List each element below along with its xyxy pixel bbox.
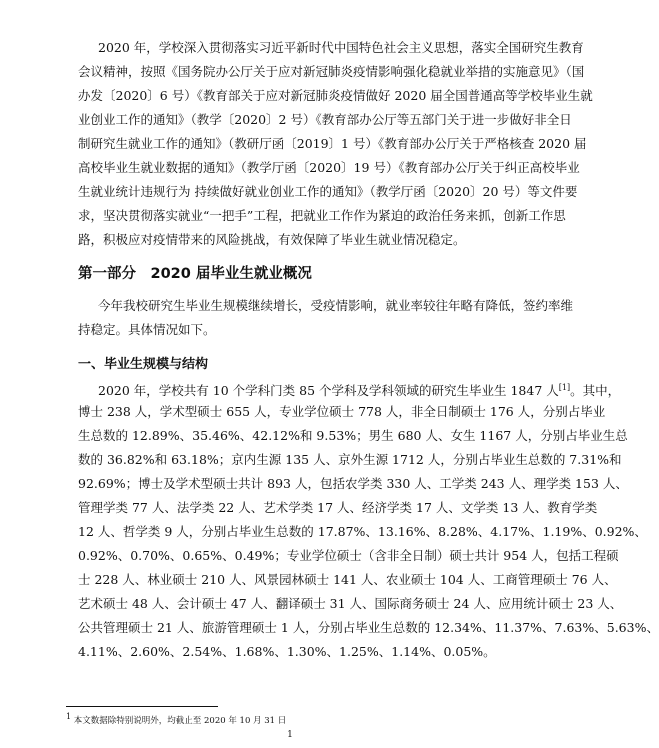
text-line: 0.92%、0.70%、0.65%、0.49%；专业学位硕士（含非全日制）硕士共计 954 人，包括工程硕 bbox=[78, 548, 619, 563]
text-line: 生总数的 12.89%、35.46%、42.12%和 9.53%；男生 680 人、女生 1167 人，分别占毕业生总 bbox=[78, 428, 628, 443]
text-line: 生就业统计违规行为 持续做好就业创业工作的通知》（教学厅函〔2020〕20 号）等文件要 bbox=[78, 184, 578, 199]
text-line: 92.69%；博士及学术型硕士共计 893 人，包括农学类 330 人、工学类 243 人、理学类 153 人、 bbox=[78, 476, 628, 491]
text-line: 2020 年，学校深入贯彻落实习近平新时代中国特色社会主义思想，落实全国研究生教育 bbox=[98, 40, 584, 55]
section-heading: 第一部分 2020 届毕业生就业概况 bbox=[78, 266, 312, 282]
footnote bbox=[66, 712, 286, 726]
text-line: 会议精神，按照《国务院办公厅关于应对新冠肺炎疫情影响强化稳就业举措的实施意见》（国 bbox=[78, 64, 585, 79]
text-line: 制研究生就业工作的通知》（教研厅函〔2019〕1 号）《教育部办公厅关于严格核查 2020 届 bbox=[78, 136, 587, 151]
text-line: 今年我校研究生毕业生规模继续增长，受疫情影响，就业率较往年略有降低，签约率维 bbox=[98, 298, 574, 313]
text-line: 士 228 人、林业硕士 210 人、风景园林硕士 141 人、农业硕士 104 人、工商管理硕士 76 人、 bbox=[78, 572, 617, 587]
text-line: 业创业工作的通知》（教学〔2020〕2 号）《教育部办公厅等五部门关于进一步做好非全日 bbox=[78, 112, 572, 127]
text-line: 公共管理硕士 21 人、旅游管理硕士 1 人，分别占毕业生总数的 12.34%、11.37%、7.63%、5.63%、 bbox=[78, 620, 659, 635]
text-line: 艺术硕士 48 人、会计硕士 47 人、翻译硕士 31 人、国际商务硕士 24 人、应用统计硕士 23 人、 bbox=[78, 596, 623, 611]
text-line: 路，积极应对疫情带来的风险挑战，有效保障了毕业生就业情况稳定。 bbox=[78, 232, 466, 247]
text-line: 高校毕业生就业数据的通知》（教学厅函〔2020〕19 号）《教育部办公厅关于纠正高校毕业 bbox=[78, 160, 580, 175]
footnote-text: 本文数据除特别说明外，均截止至 2020 年 10 月 31 日 bbox=[73, 715, 287, 726]
text-line: 办发〔2020〕6 号）《教育部关于应对新冠肺炎疫情做好 2020 届全国普通高等学校毕业生就 bbox=[78, 88, 593, 103]
text-run: 。其中， bbox=[570, 383, 621, 399]
text-line: 管理学类 77 人、法学类 22 人、艺术学类 17 人、经济学类 17 人、文学类 13 人、教育学类 bbox=[78, 500, 598, 515]
footnote-marker: 1 bbox=[66, 712, 72, 721]
text-line: 博士 238 人，学术型硕士 655 人，专业学位硕士 778 人，非全日制硕士 176 人，分别占毕业 bbox=[78, 404, 606, 419]
subsection-heading: 一、毕业生规模与结构 bbox=[78, 357, 209, 372]
text-line: 数的 36.82%和 63.18%；京内生源 135 人、京外生源 1712 人，分别占毕业生总数的 7.31%和 bbox=[78, 452, 622, 467]
text-line: 求，坚决贯彻落实就业“一把手”工程，把就业工作作为紧迫的政治任务来抓，创新工作思 bbox=[78, 208, 566, 223]
text-line: 12 人、哲学类 9 人，分别占毕业生总数的 17.87%、13.16%、8.28%、4.17%、1.19%、0.92%、 bbox=[78, 524, 647, 539]
text-line bbox=[98, 379, 621, 400]
text-line: 4.11%、2.60%、2.54%、1.68%、1.30%、1.25%、1.14%、0.05%。 bbox=[78, 644, 496, 659]
text-run: 2020 年，学校共有 10 个学科门类 85 个学科及学科领域的研究生毕业生 1847 人 bbox=[98, 383, 559, 399]
page-number: 1 bbox=[287, 730, 293, 740]
text-line: 持稳定。具体情况如下。 bbox=[78, 322, 216, 337]
footnote-reference[interactable]: [1] bbox=[558, 383, 571, 392]
footnote-divider bbox=[66, 706, 218, 707]
